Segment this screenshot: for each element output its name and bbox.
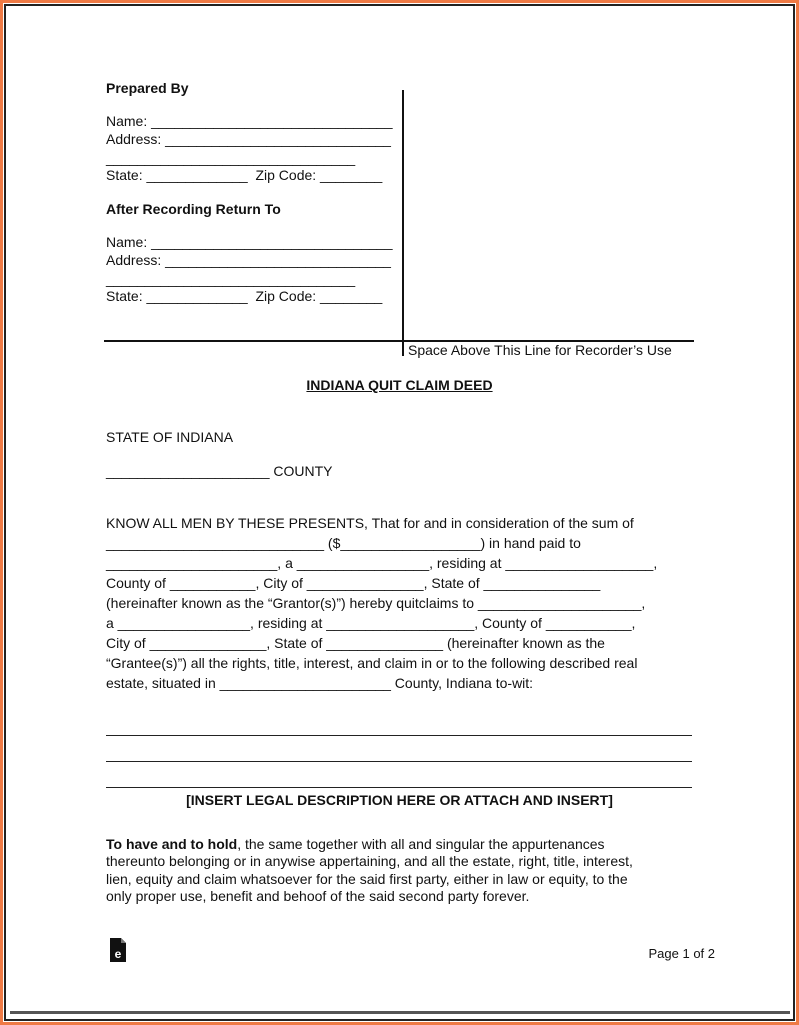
return-to-heading: After Recording Return To <box>106 201 281 217</box>
return-to-name: Name: _______________________________ <box>106 234 393 250</box>
prepared-by-name: Name: _______________________________ <box>106 113 393 129</box>
habendum-line: only proper use, benefit and behoof of the said second party forever. <box>106 888 530 904</box>
paragraph-line: “Grantee(s)”) all the rights, title, interest, and claim in or to the following described real <box>106 655 638 671</box>
paragraph-line: a _________________, residing at ___________________, County of ___________, <box>106 615 636 631</box>
page-number: Page 1 of 2 <box>648 946 715 961</box>
habendum-line: lien, equity and claim whatsoever for the said first party, either in law or equity, to the <box>106 871 628 887</box>
legal-description-blank <box>106 761 692 762</box>
paragraph-line: ____________________________ ($__________________) in hand paid to <box>106 535 581 551</box>
svg-text:e: e <box>114 947 122 961</box>
document-title: INDIANA QUIT CLAIM DEED <box>306 377 493 393</box>
paragraph-line: estate, situated in ______________________ County, Indiana to-wit: <box>106 675 534 691</box>
page-shadow <box>10 1011 790 1014</box>
legal-description-placeholder: [INSERT LEGAL DESCRIPTION HERE OR ATTACH AND INSERT] <box>186 792 613 808</box>
county-line: _____________________ COUNTY <box>106 463 333 479</box>
return-to-state-zip: State: _____________ Zip Code: ________ <box>106 288 383 304</box>
habendum-line <box>106 836 605 852</box>
prepared-by-state-zip: State: _____________ Zip Code: ________ <box>106 167 383 183</box>
document-logo-icon <box>110 938 126 962</box>
return-to-address: Address: _____________________________ <box>106 252 391 268</box>
legal-description-blank <box>106 787 692 788</box>
paragraph-line: KNOW ALL MEN BY THESE PRESENTS, That for and in consideration of the sum of <box>106 515 634 531</box>
state-line: STATE OF INDIANA <box>106 429 234 445</box>
prepared-by-address: Address: _____________________________ <box>106 131 391 147</box>
recorder-note: Space Above This Line for Recorder’s Use <box>408 342 672 358</box>
paragraph-line: County of ___________, City of _______________, State of _______________ <box>106 575 601 591</box>
prepared-by-heading: Prepared By <box>106 80 189 96</box>
paragraph-line: (hereinafter known as the “Grantor(s)”) hereby quitclaims to _____________________, <box>106 595 646 611</box>
paragraph-line: City of _______________, State of _______________ (hereinafter known as the <box>106 635 605 651</box>
recorder-divider-vertical <box>402 90 404 356</box>
legal-description-blank <box>106 735 692 736</box>
habendum-first-rest: , the same together with all and singular the appurtenances <box>237 836 605 852</box>
prepared-by-address-line2: ________________________________ <box>106 150 356 166</box>
habendum-lead: To have and to hold <box>106 836 238 852</box>
habendum-line: thereunto belonging or in anywise appertaining, and all the estate, right, title, interest, <box>106 853 633 869</box>
paragraph-line: ______________________, a _________________, residing at ___________________, <box>106 555 658 571</box>
return-to-address-line2: ________________________________ <box>106 271 356 287</box>
